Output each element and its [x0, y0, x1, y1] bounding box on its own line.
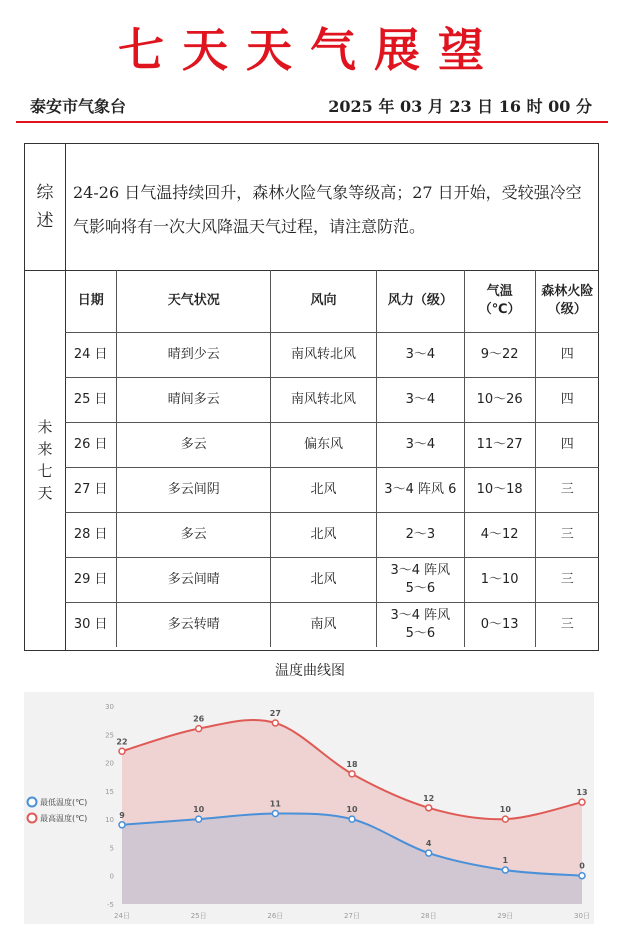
row-wind-force: 2～3 — [376, 513, 464, 558]
data-point — [119, 748, 125, 754]
temperature-chart-svg — [24, 692, 594, 924]
row-wind-force: 3～4 — [376, 378, 464, 423]
row-temperature: 0～13 — [464, 603, 535, 648]
table-row — [65, 513, 599, 558]
issuer: 泰安市气象台 — [30, 97, 127, 116]
row-weather: 多云转晴 — [117, 603, 271, 648]
row-wind-force: 3～4 阵风 6 — [376, 468, 464, 513]
row-wind-direction: 南风转北风 — [271, 378, 377, 423]
row-weather: 多云间晴 — [117, 558, 271, 603]
row-weather: 晴间多云 — [117, 378, 271, 423]
data-label: 26 — [193, 714, 205, 724]
data-label: 9 — [119, 810, 125, 820]
row-temperature: 10～26 — [464, 378, 535, 423]
row-wind-force: 3～4 — [376, 423, 464, 468]
row-wind-direction: 南风 — [271, 603, 377, 648]
data-point — [502, 816, 508, 822]
row-wind-direction: 南风转北风 — [271, 333, 377, 378]
row-temperature: 10～18 — [464, 468, 535, 513]
row-wind-force: 3～4 阵风 5～6 — [376, 603, 464, 648]
row-date: 30 日 — [65, 603, 117, 648]
x-tick-label: 30日 — [574, 912, 590, 920]
row-fire-risk: 三 — [535, 603, 599, 648]
summary-section — [24, 143, 599, 271]
row-temperature: 9～22 — [464, 333, 535, 378]
y-tick-label: 20 — [105, 759, 114, 768]
summary-label: 综 述 — [25, 144, 66, 270]
row-temperature: 11～27 — [464, 423, 535, 468]
row-date: 29 日 — [65, 558, 117, 603]
header-row — [16, 94, 606, 116]
x-tick-label: 28日 — [420, 912, 437, 920]
table-row — [65, 423, 599, 468]
header-wind-force: 风力（级） — [376, 270, 464, 333]
row-wind-force: 3～4 阵风 5～6 — [376, 558, 464, 603]
data-point — [579, 873, 585, 879]
row-fire-risk: 三 — [535, 513, 599, 558]
row-fire-risk: 四 — [535, 333, 599, 378]
row-fire-risk: 三 — [535, 468, 599, 513]
row-fire-risk: 三 — [535, 558, 599, 603]
row-weather: 多云 — [117, 423, 271, 468]
header-divider — [16, 121, 608, 123]
row-wind-direction: 北风 — [271, 513, 377, 558]
row-temperature: 4～12 — [464, 513, 535, 558]
header-wind-direction: 风向 — [271, 270, 377, 333]
data-point — [119, 822, 125, 828]
row-wind-direction: 北风 — [271, 558, 377, 603]
row-date: 24 日 — [65, 333, 117, 378]
forecast-section — [24, 270, 599, 651]
data-point — [196, 726, 202, 732]
table-row — [65, 378, 599, 423]
row-date: 27 日 — [65, 468, 117, 513]
row-date: 25 日 — [65, 378, 117, 423]
header-temperature: 气温（℃） — [464, 270, 535, 333]
data-point — [272, 720, 278, 726]
row-wind-force: 3～4 — [376, 333, 464, 378]
data-label: 10 — [499, 805, 511, 815]
table-row — [65, 558, 599, 603]
data-point — [349, 816, 355, 822]
data-label: 1 — [502, 856, 509, 866]
data-label: 13 — [576, 788, 588, 798]
data-point — [579, 799, 585, 805]
data-point — [196, 816, 202, 822]
x-tick-label: 25日 — [190, 912, 207, 920]
data-label: 4 — [425, 839, 432, 849]
x-tick-label: 27日 — [344, 912, 360, 920]
data-label: 12 — [423, 793, 435, 803]
table-row — [65, 468, 599, 513]
y-tick-label: -5 — [107, 901, 114, 909]
row-wind-direction: 偏东风 — [271, 423, 377, 468]
y-tick-label: 15 — [105, 787, 114, 796]
header-date: 日期 — [65, 270, 117, 333]
data-label: 10 — [346, 805, 358, 815]
row-weather: 多云间阴 — [117, 468, 271, 513]
data-label: 22 — [116, 737, 128, 747]
forecast-label: 未 来 七 天 — [25, 270, 66, 650]
x-tick-label: 24日 — [114, 912, 130, 920]
page-title: 七天天气展望 — [118, 23, 502, 77]
data-point — [426, 805, 432, 811]
row-date: 26 日 — [65, 423, 117, 468]
row-weather: 多云 — [117, 513, 271, 558]
header-fire-risk: 森林火险（级） — [535, 270, 599, 333]
row-weather: 晴到少云 — [117, 333, 271, 378]
table-header-row — [65, 270, 599, 333]
row-temperature: 1～10 — [464, 558, 535, 603]
y-tick-label: 0 — [109, 872, 114, 881]
row-wind-direction: 北风 — [271, 468, 377, 513]
x-tick-label: 26日 — [267, 912, 284, 920]
data-label: 0 — [579, 861, 585, 871]
table-row — [65, 603, 599, 648]
data-label: 18 — [346, 759, 358, 769]
row-fire-risk: 四 — [535, 378, 599, 423]
data-point — [272, 810, 278, 816]
data-label: 10 — [193, 805, 205, 815]
legend-marker — [28, 814, 37, 823]
row-date: 28 日 — [65, 513, 117, 558]
y-tick-label: 10 — [105, 816, 114, 825]
data-point — [349, 771, 355, 777]
legend-label: 最低温度(℃) — [40, 798, 88, 807]
data-label: 27 — [269, 708, 281, 718]
legend-label: 最高温度(℃) — [40, 814, 88, 823]
y-tick-label: 30 — [105, 703, 114, 711]
data-label: 11 — [269, 799, 281, 809]
y-tick-label: 5 — [109, 844, 114, 853]
x-tick-label: 29日 — [497, 912, 514, 920]
y-tick-label: 25 — [105, 731, 114, 740]
data-point — [502, 867, 508, 873]
issue-datetime: 2025 年 03 月 23 日 16 时 00 分 — [328, 97, 592, 116]
table-row — [65, 333, 599, 378]
temperature-chart — [24, 692, 594, 924]
forecast-table — [65, 270, 599, 647]
data-point — [426, 850, 432, 856]
header-weather: 天气状况 — [117, 270, 271, 333]
legend-marker — [28, 798, 37, 807]
chart-caption: 温度曲线图 — [275, 663, 345, 679]
summary-text: 24-26 日气温持续回升，森林火险气象等级高；27 日开始，受较强冷空气影响将有一次大风降温天气过程，请注意防范。 — [73, 183, 582, 236]
row-fire-risk: 四 — [535, 423, 599, 468]
